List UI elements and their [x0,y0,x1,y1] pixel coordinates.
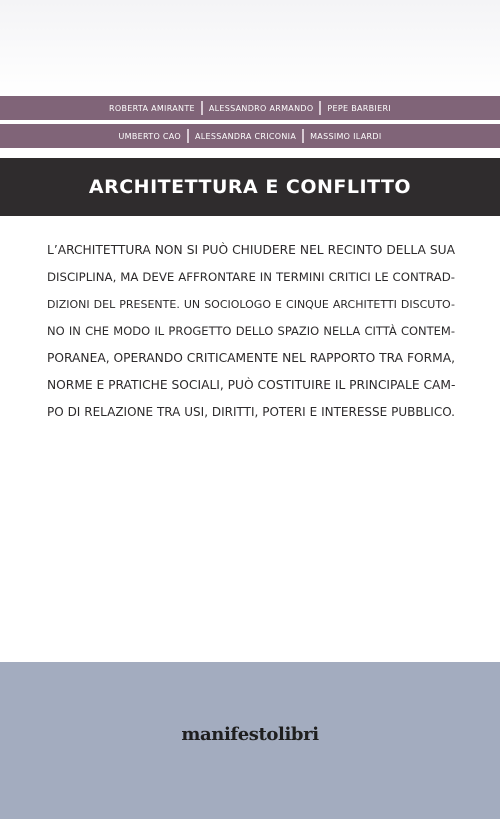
blurb-line: DIZIONI DEL PRESENTE. UN SOCIOLOGO E CINQUE ARCHITETTI DISCUTO- [47,298,455,311]
author-separator [201,101,203,115]
authors-bar-row-2 [0,124,500,148]
blurb-line: PO DI RELAZIONE TRA USI, DIRITTI, POTERI E INTERESSE PUBBLICO. [47,405,455,419]
blurb-line: PORANEA, OPERANDO CRITICAMENTE NEL RAPPORTO TRA FORMA, [47,351,455,365]
author-name: MASSIMO ILARDI [310,131,382,141]
author-separator [319,101,321,115]
author-separator [302,129,304,143]
author-name: PEPE BARBIERI [327,103,391,113]
blurb-line: NO IN CHE MODO IL PROGETTO DELLO SPAZIO NELLA CITTÀ CONTEM- [47,324,455,338]
author-name: ROBERTA AMIRANTE [109,103,195,113]
author-name: ALESSANDRA CRICONIA [195,131,297,141]
author-name: UMBERTO CAO [118,131,182,141]
publisher-logo: manifestolibri [181,724,319,745]
author-name: ALESSANDRO ARMANDO [208,103,314,113]
author-separator [187,129,189,143]
book-title-bar [0,158,500,216]
blurb-line: NORME E PRATICHE SOCIALI, PUÒ COSTITUIRE IL PRINCIPALE CAM- [47,378,456,392]
blurb-line: L’ARCHITETTURA NON SI PUÒ CHIUDERE NEL RECINTO DELLA SUA [47,243,455,257]
book-blurb [47,237,455,426]
book-title: ARCHITETTURA E CONFLITTO [88,176,412,198]
blurb-line: DISCIPLINA, MA DEVE AFFRONTARE IN TERMINI CRITICI LE CONTRAD- [47,270,455,284]
top-margin [0,0,500,96]
authors-bar-row-1 [0,96,500,120]
